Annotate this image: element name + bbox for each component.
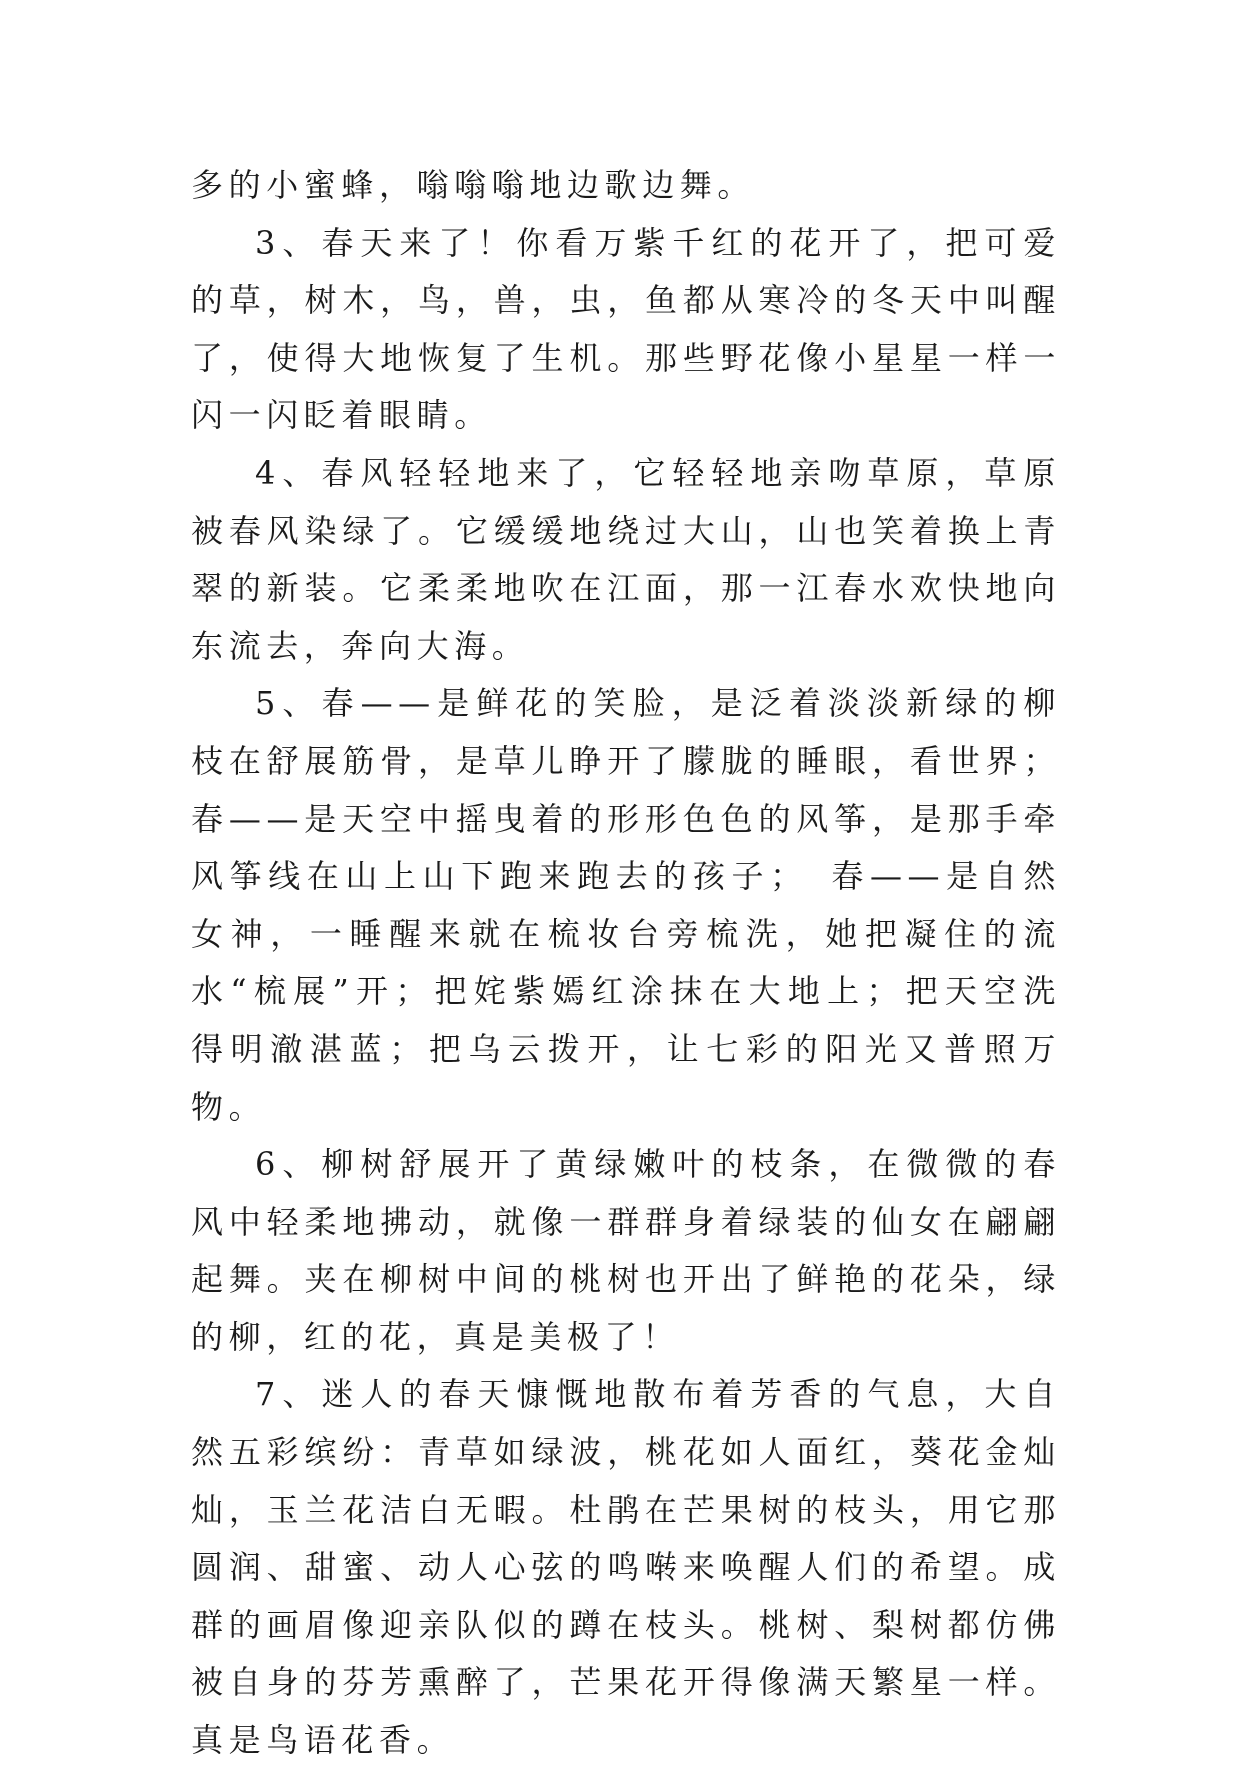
paragraph-continued: 多的小蜜蜂，嗡嗡嗡地边歌边舞。 <box>191 166 756 204</box>
paragraph-7: 7、迷人的春天慷慨地散布着芳香的气息，大自然五彩缤纷：青草如绿波，桃花如人面红，葵花金灿灿，玉兰花洁白无暇。杜鹃在芒果树的枝头，用它那圆润、甜蜜、动人心弦的鸣啭来唤醒人们的希望。成群的画眉像迎亲队似的蹲在枝头。桃树、梨树都仿佛被自身的芬芳熏醉了，芒果花开得像满天繁星一样。真是鸟语花香。 <box>191 1375 1061 1760</box>
paragraph-6: 6、柳树舒展开了黄绿嫩叶的枝条，在微微的春风中轻柔地拂动，就像一群群身着绿装的仙女在翩翩起舞。夹在柳树中间的桃树也开出了鲜艳的花朵，绿的柳，红的花，真是美极了！ <box>191 1145 1061 1356</box>
document-body <box>191 157 1061 1770</box>
paragraph-3: 3、春天来了！你看万紫千红的花开了，把可爱的草，树木，鸟，兽，虫，鱼都从寒冷的冬天中叫醒了，使得大地恢复了生机。那些野花像小星星一样一闪一闪眨着眼睛。 <box>191 223 1061 435</box>
paragraph-5: 5、春——是鲜花的笑脸，是泛着淡淡新绿的柳枝在舒展筋骨，是草儿睁开了朦胧的睡眼，看世界；春——是天空中摇曳着的形形色色的风筝，是那手牵风筝线在山上山下跑来跑去的孩子； 春——是自然女神，一睡醒来就在梳妆台旁梳洗，她把凝住的流水“梳展”开；把姹紫嫣红涂抹在大地上；把天空洗得明澈湛蓝；把乌云拨开，让七彩的阳光又普照万物。 <box>191 684 1061 1126</box>
paragraph-4: 4、春风轻轻地来了，它轻轻地亲吻草原，草原被春风染绿了。它缓缓地绕过大山，山也笑着换上青翠的新装。它柔柔地吹在江面，那一江春水欢快地向东流去，奔向大海。 <box>191 453 1061 665</box>
